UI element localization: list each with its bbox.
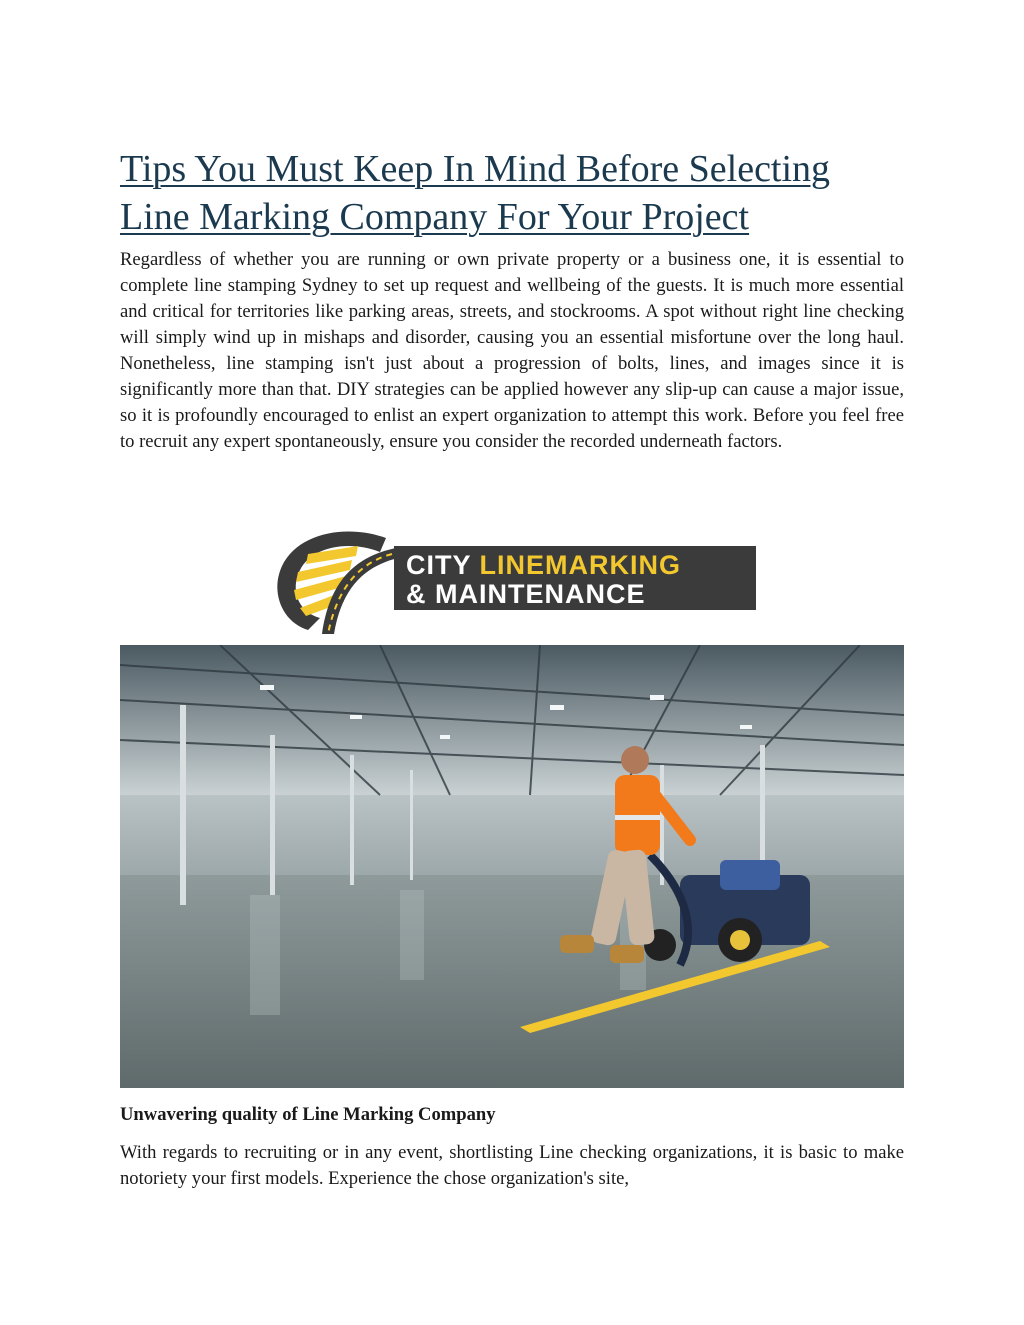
logo-text-box [394, 546, 756, 610]
article [120, 145, 904, 455]
section-paragraph: With regards to recruiting or in any event, shortlisting Line checking organizations, it is basic to make notoriety your first models. Experience the chose organization's site, [120, 1142, 904, 1189]
road-swoosh-icon [268, 526, 398, 634]
intro-paragraph: Regardless of whether you are running or own private property or a business one, it is essential to complete line stamping Sydney to set up request and wellbeing of the guests. It is much more essential and critical for territories like parking areas, streets, and stockrooms. A spot without right line checking will simply wind up in mishaps and disorder, causing you an essential misfortune over the long haul. Nonetheless, line stamping isn't just about a progression of bolts, lines, and images since it is significantly more than that. DIY strategies can be applied however any slip-up can cause a major issue, so it is profoundly encouraged to enlist an expert organization to attempt this work. Before you feel free to recruit any expert spontaneously, ensure you consider the recorded underneath factors. [120, 249, 904, 452]
logo-word-linemarking: LINEMARKING [479, 550, 682, 580]
warehouse-line-marking-photo [120, 645, 904, 1088]
company-logo [268, 526, 758, 634]
logo-line-1 [406, 550, 681, 580]
article-title: Tips You Must Keep In Mind Before Selecting Line Marking Company For Your Project [120, 148, 831, 238]
section-heading: Unwavering quality of Line Marking Company [120, 1104, 496, 1125]
logo-line-2: & MAINTENANCE [406, 579, 646, 609]
logo-word-city: CITY [406, 550, 472, 580]
